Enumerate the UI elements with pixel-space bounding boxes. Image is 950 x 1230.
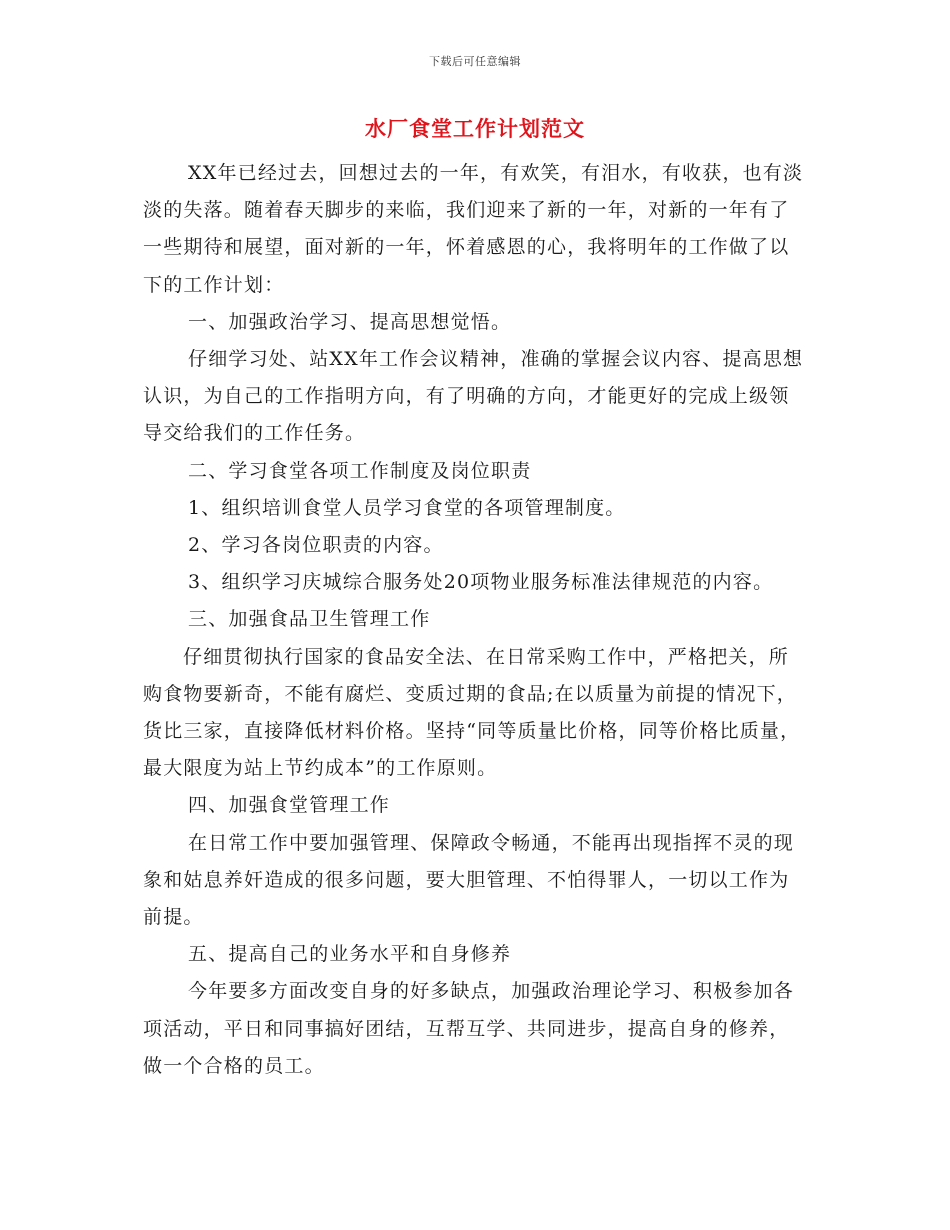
section-heading-1: 一、加强政治学习、提高思想觉悟。 (188, 310, 512, 333)
section-paragraph-1: 仔细学习处、站XX年工作会议精神，准确的掌握会议内容、提高思想认识，为自己的工作指明方向，有了明确的方向，才能更好的完成上级领导交给我们的工作任务。 (143, 348, 804, 445)
section-heading-4: 四、加强食堂管理工作 (188, 794, 391, 817)
list-item-3: 3、组织学习庆城综合服务处20项物业服务标准法律规范的内容。 (188, 571, 774, 594)
section-heading-3: 三、加强食品卫生管理工作 (188, 608, 431, 631)
section-heading-2: 二、学习食堂各项工作制度及岗位职责 (188, 459, 532, 482)
section-paragraph-5: 今年要多方面改变自身的好多缺点，加强政治理论学习、积极参加各项活动，平日和同事搞好团结，互帮互学、共同进步，提高自身的修养，做一个合格的员工。 (143, 980, 795, 1077)
intro-paragraph: XX年已经过去，回想过去的一年，有欢笑，有泪水，有收获，也有淡淡的失落。随着春天脚步的来临，我们迎来了新的一年，对新的一年有了一些期待和展望，面对新的一年，怀着感恩的心，我将明年的工作做了以下的工作计划： (143, 162, 804, 296)
section-paragraph-3: 仔细贯彻执行国家的食品安全法、在日常采购工作中，严格把关，所购食物要新奇，不能有腐烂、变质过期的食品;在以质量为前提的情况下，货比三家，直接降低材料价格。坚持“同等质量比价格，同等价格比质量， 最大限度为站上节约成本”的工作原则。 (143, 645, 801, 780)
document-body (143, 155, 808, 1085)
list-item-1: 1、组织培训食堂人员学习食堂的各项管理制度。 (188, 496, 626, 519)
section-heading-5: 五、提高自己的业务水平和自身修养 (188, 943, 512, 966)
document-title: 水厂食堂工作计划范文 (365, 116, 585, 141)
section-paragraph-4: 在日常工作中要加强管理、保障政令畅通，不能再出现指挥不灵的现象和姑息养奸造成的很多问题，要大胆管理、不怕得罪人，一切以工作为前提。 (143, 831, 795, 929)
list-item-2: 2、学习各岗位职责的内容。 (188, 534, 444, 557)
page-header: 下载后可任意编辑 (429, 55, 521, 68)
